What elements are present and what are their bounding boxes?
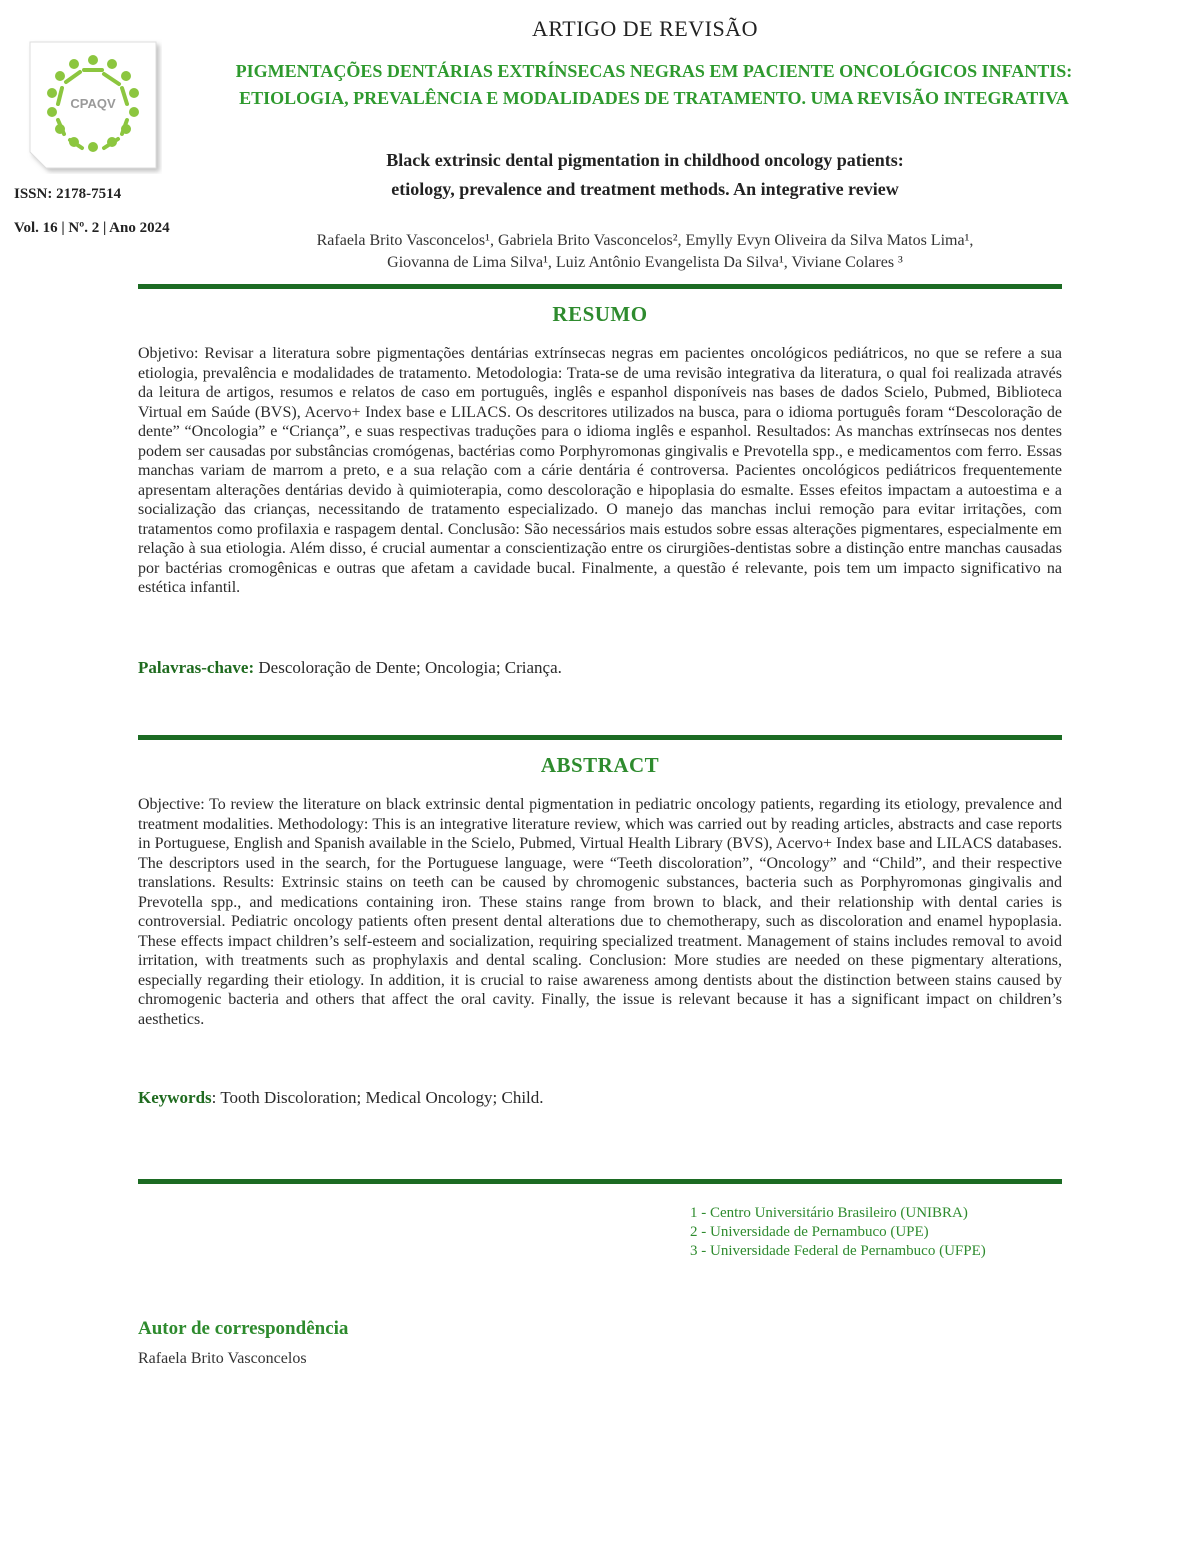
- author-line-2: Giovanna de Lima Silva¹, Luiz Antônio Evangelista Da Silva¹, Viviane Colares ³: [387, 254, 903, 271]
- correspondence-heading: Autor de correspondência: [138, 1318, 349, 1339]
- issn-label: ISSN: 2178-7514: [14, 186, 122, 202]
- abstract-heading: ABSTRACT: [540, 753, 660, 777]
- section-type-heading: ARTIGO DE REVISÃO: [532, 16, 758, 41]
- correspondence-name: Rafaela Brito Vasconcelos: [138, 1350, 307, 1367]
- section-divider: [138, 284, 1062, 289]
- logo-graphic: [24, 36, 162, 174]
- affiliation-list: [690, 1204, 1090, 1261]
- resumo-body: Objetivo: Revisar a literatura sobre pigmentações dentárias extrínsecas negras em pacientes oncológicos pediátricos, no que se refere a sua etiologia, prevalência e modalidades de tratamento. Metodologia: Trata-se de uma revisão integrativa da literatura, o qual foi realizada através da leitura de artigos, resumos e relatos de caso em português, inglês e espanhol disponíveis nas bases de dados Scielo, Pubmed, Biblioteca Virtual em Saúde (BVS), Acervo+ Index base e LILACS. Os descritores utilizados na busca, para o idioma português foram “Descoloração de dente” “Oncologia” e “Criança”, e suas respectivas traduções para o idioma inglês e espanhol. Resultados: As manchas extrínsecas nos dentes podem ser causadas por substâncias cromógenas, bactérias como Porphyromonas gingivalis e Prevotella spp., e medicamentos com ferro. Essas manchas variam de marrom a preto, e a sua relação com a cárie dentária é controversa. Pacientes oncológicos pediátricos frequentemente apresentam alterações dentárias devido à quimioterapia, como descoloração e hipoplasia do esmalte. Esses efeitos impactam a autoestima e a socialização das crianças, necessitando de tratamento especializado. O manejo das manchas inclui remoção para evitar irritações, com tratamentos como profilaxia e raspagem dental. Conclusão: São necessários mais estudos sobre essas alterações pigmentares, especialmente em relação à sua etiologia. Além disso, é crucial aumentar a conscientização entre os cirurgiões-dentistas sobre a distinção entre manchas causadas por bactérias cromogênicas e outras que afetam a cavidade bucal. Finalmente, a questão é relevante, pois tem um impacto significativo na estética infantil.: [138, 345, 1062, 596]
- affiliation-item: 3 - Universidade Federal de Pernambuco (UFPE): [690, 1243, 986, 1259]
- section-divider: [138, 1179, 1062, 1184]
- journal-logo: [24, 36, 162, 174]
- keywords-pt-label: Palavras-chave:: [138, 658, 255, 677]
- title-english: [250, 146, 1040, 204]
- keywords-en: [138, 1088, 1062, 1108]
- abstract-body: Objective: To review the literature on black extrinsic dental pigmentation in pediatric oncology patients, regarding its etiology, prevalence and treatment modalities. Methodology: This is an integrative literature review, which was carried out by reading articles, abstracts and case reports in Portuguese, English and Spanish available in the Scielo, Pubmed, Virtual Health Library (BVS), Acervo+ Index base and LILACS databases. The descriptors used in the search, for the Portuguese language, were “Teeth discoloration”, “Oncology” and “Child”, and their respective translations. Results: Extrinsic stains on teeth can be caused by chromogenic substances, bacteria such as Porphyromonas gingivalis and Prevotella spp., and medications containing iron. These stains range from brown to black, and their relationship with dental caries is controversial. Pediatric oncology patients often present dental alterations due to chemotherapy, such as discoloration and enamel hypoplasia. These effects impact children’s self-esteem and socialization, requiring specialized treatment. Management of stains includes removal to avoid irritation, with treatments such as prophylaxis and dental scaling. Conclusion: More studies are needed on these pigmentary alterations, especially regarding their etiology. In addition, it is crucial to raise awareness among dentists about the distinction between stains caused by chromogenic bacteria and others that affect the oral cavity. Finally, the issue is relevant because it has a significant impact on children’s aesthetics.: [138, 796, 1062, 1028]
- affiliation-item: 2 - Universidade de Pernambuco (UPE): [690, 1224, 929, 1240]
- author-line-1: Rafaela Brito Vasconcelos¹, Gabriela Brito Vasconcelos², Emylly Evyn Oliveira da Silva Matos Lima¹,: [316, 232, 974, 249]
- keywords-en-value: : Tooth Discoloration; Medical Oncology; Child.: [211, 1088, 544, 1107]
- svg-text:CPAQV: CPAQV: [70, 96, 116, 111]
- keywords-pt-value: Descoloração de Dente; Oncologia; Criança.: [258, 658, 562, 677]
- title-portuguese: PIGMENTAÇÕES DENTÁRIAS EXTRÍNSECAS NEGRAS EM PACIENTE ONCOLÓGICOS INFANTIS: ETIOLOGIA, PREVALÊNCIA E MODALIDADES DE TRATAMENTO. UMA REVISÃO INTEGRATIVA: [235, 61, 1073, 108]
- keywords-en-label: Keywords: [138, 1088, 212, 1107]
- volume-label: Vol. 16 | Nº. 2 | Ano 2024: [14, 220, 170, 236]
- title-english-line-1: Black extrinsic dental pigmentation in childhood oncology patients:: [386, 150, 904, 170]
- section-divider: [138, 735, 1062, 740]
- resumo-heading: RESUMO: [552, 302, 648, 326]
- keywords-pt: [138, 658, 1062, 678]
- title-english-line-2: etiology, prevalence and treatment methods. An integrative review: [391, 179, 899, 199]
- affiliation-item: 1 - Centro Universitário Brasileiro (UNIBRA): [690, 1205, 968, 1221]
- author-list: [240, 230, 1050, 274]
